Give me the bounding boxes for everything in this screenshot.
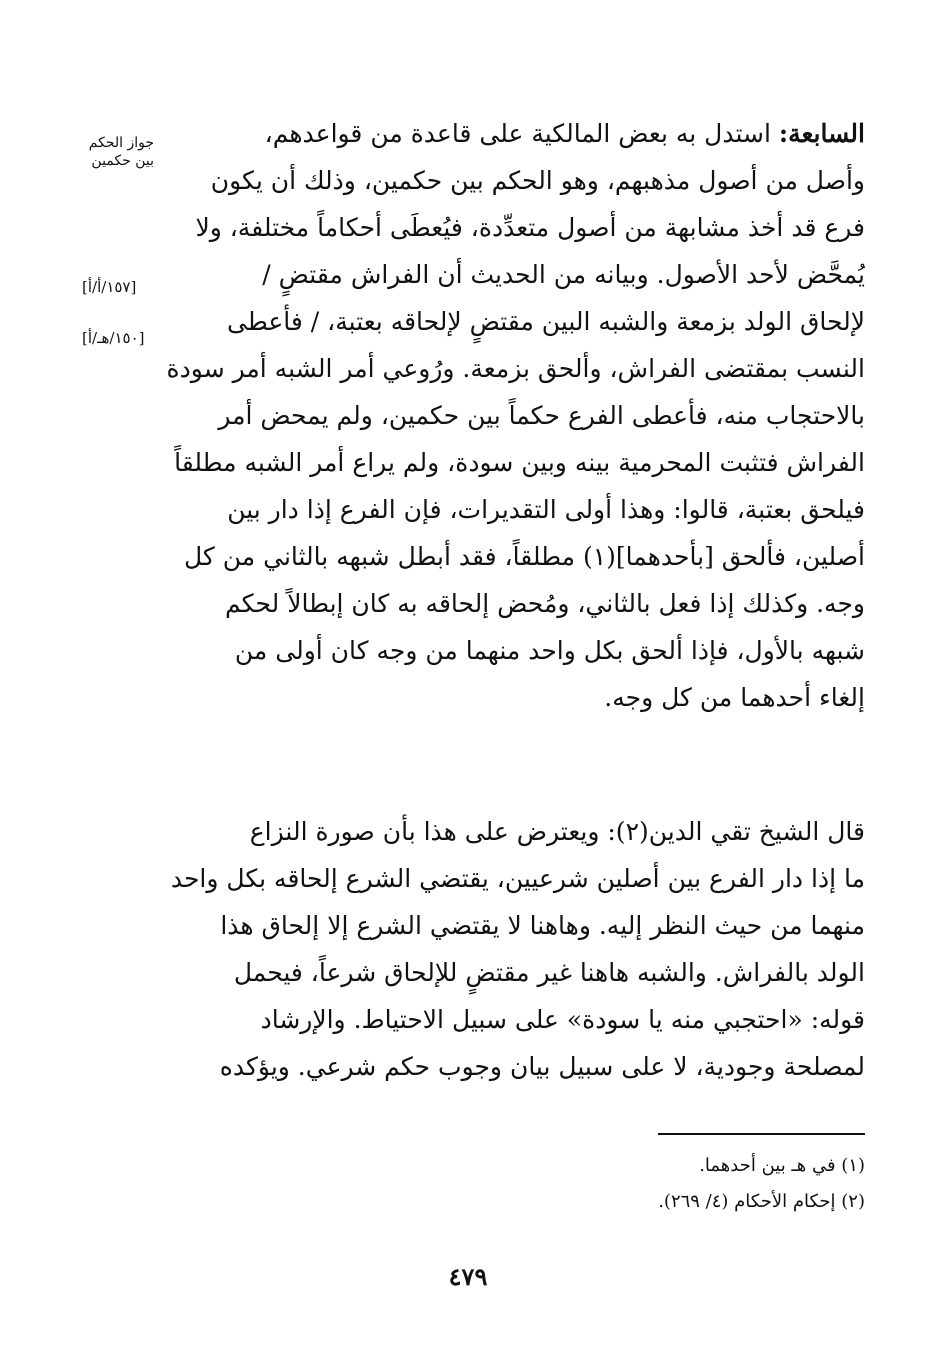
footnote: (٢) إحكام الأحكام (٤/ ٢٦٩). bbox=[658, 1191, 865, 1212]
text-line: لمصلحة وجودية، لا على سبيل بيان وجوب حكم شرعي. ويؤكده bbox=[219, 1052, 865, 1081]
margin-manuscript-ref: [١٥٧/أ/أ] bbox=[82, 278, 137, 296]
text-line: النسب بمقتضى الفراش، وألحق بزمعة. ورُوعي أمر الشبه أمر سودة bbox=[166, 354, 865, 383]
text-line: لإلحاق الولد بزمعة والشبه البين مقتضٍ لإلحاقه بعتبة، / فأعطى bbox=[227, 307, 865, 336]
page-number: ٤٧٩ bbox=[448, 1262, 488, 1291]
text-line: منهما من حيث النظر إليه. وهاهنا لا يقتضي الشرع إلا إلحاق هذا bbox=[220, 911, 865, 940]
text-line: قال الشيخ تقي الدين(٢): ويعترض على هذا بأن صورة النزاع bbox=[249, 817, 865, 846]
paragraph-taqi-aldin bbox=[160, 808, 865, 1090]
footnote: (١) في هـ بين أحدهما. bbox=[699, 1155, 865, 1176]
text-line: بالاحتجاب منه، فأعطى الفرع حكماً بين حكمين، ولم يمحض أمر bbox=[218, 401, 865, 430]
text-line: الفراش فتثبت المحرمية بينه وبين سودة، ولم يراع أمر الشبه مطلقاً bbox=[174, 448, 865, 477]
text-line-content: استدل به بعض المالكية على قاعدة من قواعدهم، bbox=[264, 119, 771, 148]
text-line: وأصل من أصول مذهبهم، وهو الحكم بين حكمين، وذلك أن يكون bbox=[210, 166, 865, 195]
text-line: أصلين، فألحق [بأحدهما](١) مطلقاً، فقد أبطل شبهه بالثاني من كل bbox=[183, 542, 865, 571]
text-line: شبهه بالأول، فإذا ألحق بكل واحد منهما من وجه كان أولى من bbox=[234, 636, 865, 665]
text-line: فيلحق بعتبة، قالوا: وهذا أولى التقديرات، فإن الفرع إذا دار بين bbox=[227, 495, 865, 524]
footnotes bbox=[360, 1148, 865, 1220]
text-line: وجه. وكذلك إذا فعل بالثاني، ومُحض إلحاقه به كان إبطالاً لحكم bbox=[225, 589, 865, 618]
footnote-separator bbox=[658, 1133, 865, 1135]
text-line bbox=[160, 110, 865, 157]
text-line: قوله: «احتجبي منه يا سودة» على سبيل الاحتياط. والإرشاد bbox=[260, 1005, 865, 1034]
text-line: يُمحَّض لأحد الأصول. وبيانه من الحديث أن الفراش مقتضٍ / bbox=[262, 260, 865, 289]
margin-manuscript-ref: [١٥٠/هـ/أ] bbox=[82, 329, 145, 347]
margin-topic-note bbox=[72, 134, 154, 170]
margin-topic-line: جواز الحكم bbox=[88, 135, 154, 151]
text-line: فرع قد أخذ مشابهة من أصول متعدِّدة، فيُعطَى أحكاماً مختلفة، ولا bbox=[195, 213, 865, 242]
text-line: إلغاء أحدهما من كل وجه. bbox=[604, 683, 865, 712]
text-line: ما إذا دار الفرع بين أصلين شرعيين، يقتضي الشرع إلحاقه بكل واحد bbox=[170, 864, 865, 893]
paragraph-seventh bbox=[160, 110, 865, 721]
section-lead: السابعة: bbox=[778, 119, 865, 148]
text-line: الولد بالفراش. والشبه هاهنا غير مقتضٍ للإلحاق شرعاً، فيحمل bbox=[233, 958, 865, 987]
margin-topic-line: بين حكمين bbox=[91, 153, 154, 169]
